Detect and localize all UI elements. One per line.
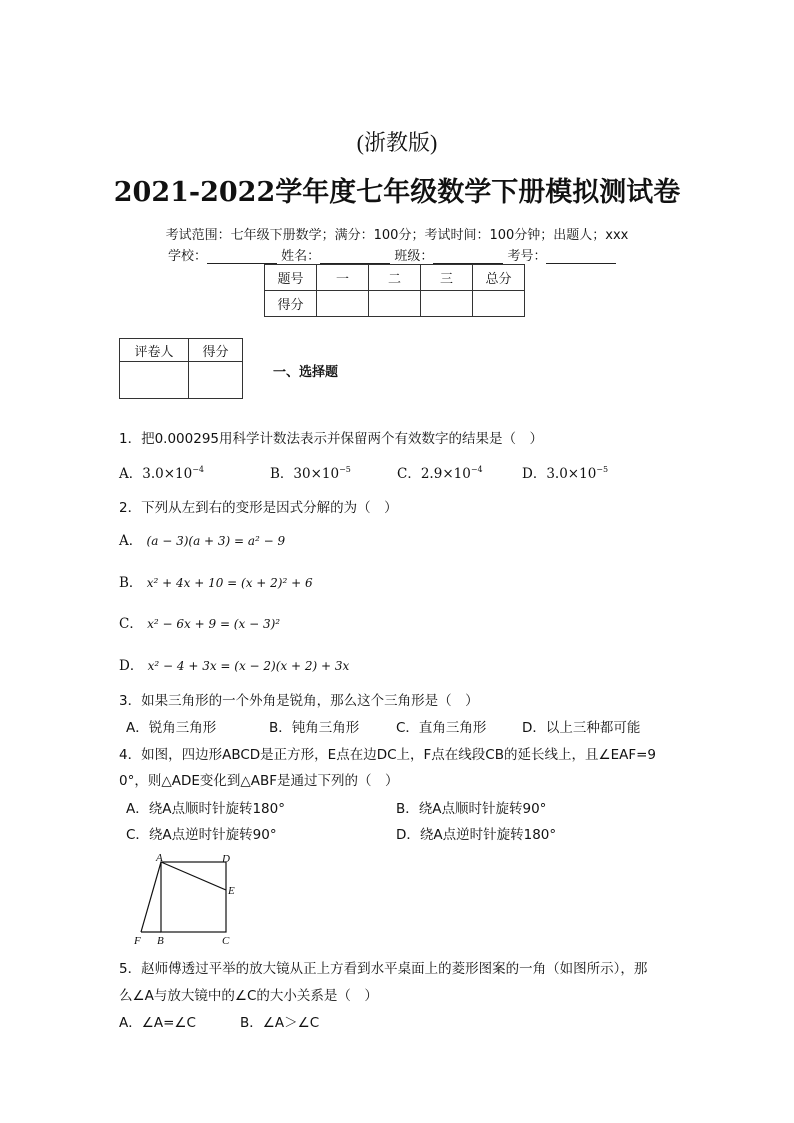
q3-option-b[interactable]: B．钝角三角形 [269, 720, 360, 736]
q1-option-c[interactable]: C．$2.9\times 10^{-4}$ [397, 465, 483, 482]
score-input-total[interactable] [473, 291, 525, 317]
score-input-part1[interactable] [317, 291, 369, 317]
q4-option-c[interactable]: C．绕A点逆时针旋转90° [126, 827, 277, 843]
score-cell-label: 题号 [265, 265, 317, 291]
point-label-e: E [228, 885, 235, 897]
name-label: 姓名： [281, 249, 321, 264]
q5-stem-line2: 么∠A与放大镜中的∠C的大小关系是（ ） [119, 988, 378, 1004]
q5-stem-line1: 5．赵师傅透过平举的放大镜从正上方看到水平桌面上的菱形图案的一角（如图所示），那 [119, 961, 648, 977]
grader-score-label: 得分 [189, 339, 243, 362]
segment-ae [161, 862, 226, 890]
q3-option-a[interactable]: A．锐角三角形 [126, 720, 217, 736]
point-label-d: D [222, 853, 230, 865]
exam-info-line: 考试范围：七年级下册数学；满分：100分；考试时间：100分钟；出题人；xxx [165, 228, 629, 243]
name-blank[interactable] [320, 251, 390, 264]
score-cell-total: 总分 [473, 265, 525, 291]
q3-stem: 3．如果三角形的一个外角是锐角，那么这个三角形是（ ） [119, 693, 479, 709]
q4-option-d[interactable]: D．绕A点逆时针旋转180° [396, 827, 557, 843]
q1-option-d[interactable]: D．$3.0\times 10^{-5}$ [522, 465, 609, 482]
q5-option-b[interactable]: B．∠A＞∠C [240, 1015, 320, 1031]
grader-name-input[interactable] [120, 362, 189, 399]
score-input-part2[interactable] [369, 291, 421, 317]
score-table-header-row [265, 265, 525, 291]
q2-option-d[interactable]: D． x² − 4 + 3x = (x − 2)(x + 2) + 3x [119, 658, 350, 674]
q5-option-a[interactable]: A．∠A=∠C [119, 1015, 196, 1031]
score-row-label: 得分 [265, 291, 317, 317]
section-heading: 一、选择题 [273, 365, 339, 380]
q2-stem: 2．下列从左到右的变形是因式分解的为（ ） [119, 500, 398, 516]
square-figure [128, 850, 248, 948]
exam-no-label: 考号： [507, 249, 547, 264]
class-blank[interactable] [433, 251, 503, 264]
q4-stem-line2: 0°，则△ADE变化到△ABF是通过下列的（ ） [119, 773, 399, 789]
school-blank[interactable] [207, 251, 277, 264]
q2-option-a[interactable]: A． (a − 3)(a + 3) = a² − 9 [119, 533, 286, 549]
exam-no-blank[interactable] [546, 251, 616, 264]
segment-af [141, 862, 161, 932]
grader-label: 评卷人 [120, 339, 189, 362]
point-label-a: A [156, 852, 163, 864]
q3-option-d[interactable]: D．以上三种都可能 [522, 720, 641, 736]
score-cell-part2: 二 [369, 265, 421, 291]
grader-score-input[interactable] [189, 362, 243, 399]
square-abcd [161, 862, 226, 932]
score-table [264, 264, 525, 317]
q4-option-b[interactable]: B．绕A点顺时针旋转90° [396, 801, 547, 817]
school-label: 学校： [168, 249, 208, 264]
score-input-part3[interactable] [421, 291, 473, 317]
student-fields [168, 245, 616, 264]
class-label: 班级： [394, 249, 434, 264]
q4-stem-line1: 4．如图，四边形ABCD是正方形，E点在边DC上，F点在线段CB的延长线上，且∠EAF=9 [119, 747, 657, 763]
point-label-f: F [134, 935, 141, 947]
point-label-b: B [157, 935, 164, 947]
point-label-c: C [222, 935, 230, 947]
q3-option-c[interactable]: C．直角三角形 [396, 720, 487, 736]
grader-table [119, 338, 243, 399]
score-cell-part1: 一 [317, 265, 369, 291]
q1-stem: 1．把0.000295用科学计数法表示并保留两个有效数字的结果是（ ） [119, 431, 544, 447]
q4-option-a[interactable]: A．绕A点顺时针旋转180° [126, 801, 285, 817]
score-cell-part3: 三 [421, 265, 473, 291]
q2-option-b[interactable]: B． x² + 4x + 10 = (x + 2)² + 6 [119, 575, 313, 591]
q2-option-c[interactable]: C． x² − 6x + 9 = (x − 3)² [119, 616, 281, 632]
q1-option-b[interactable]: B．$30\times 10^{-5}$ [270, 465, 351, 482]
paper-subtitle: (浙教版) [356, 130, 438, 155]
paper-title: 2021-2022学年度七年级数学下册模拟测试卷 [113, 177, 681, 208]
q1-option-a[interactable]: A．$3.0\times 10^{-4}$ [119, 465, 205, 482]
score-table-score-row [265, 291, 525, 317]
